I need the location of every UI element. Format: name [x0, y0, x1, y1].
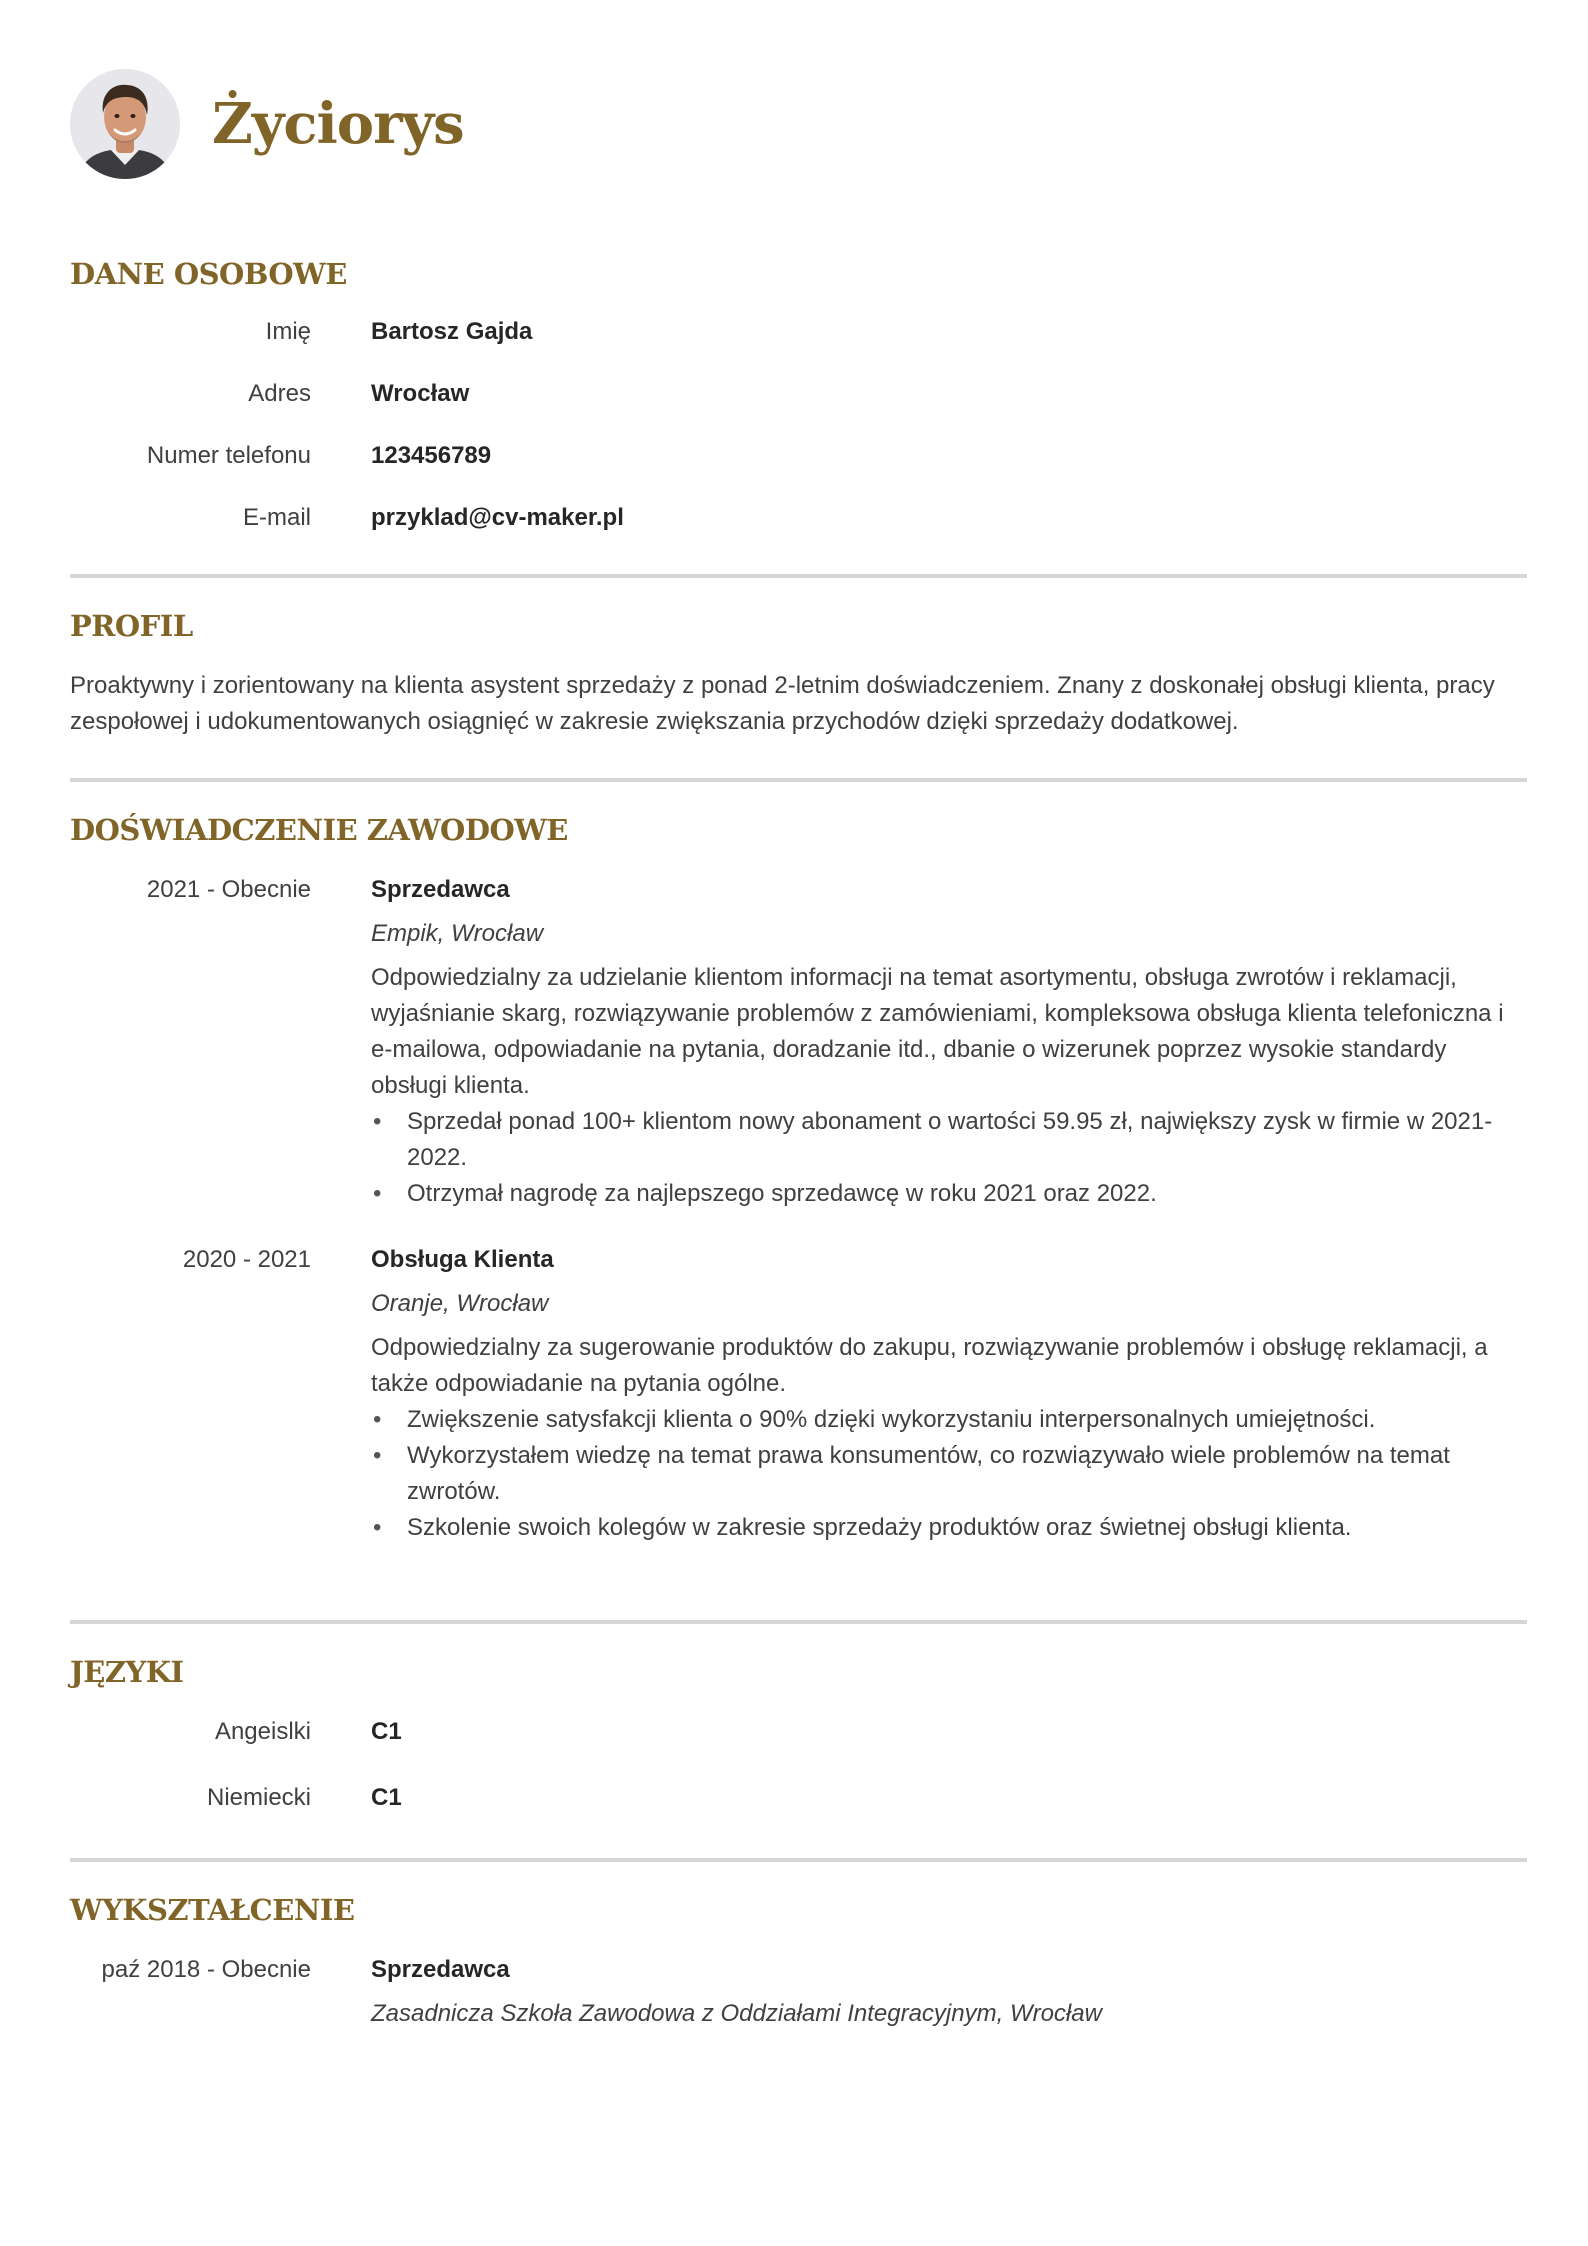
language-row: [70, 1714, 1527, 1750]
list-item: • Sprzedał ponad 100+ klientom nowy abonament o wartości 59.95 zł, największy zysk w firmie w 2021-2022.: [371, 1104, 1527, 1176]
education-school: Zasadnicza Szkoła Zawodowa z Oddziałami Integracyjnym, Wrocław: [371, 2000, 1102, 2027]
personal-fields: [70, 314, 1527, 536]
section-title-personal: DANE OSOBOWE: [70, 257, 347, 291]
portrait-photo: [70, 69, 180, 179]
language-row: [70, 1780, 1527, 1816]
job-company: Empik, Wrocław: [371, 920, 544, 947]
field-label: Adres: [248, 380, 311, 407]
job-achievements: [371, 1104, 1527, 1212]
job-period: 2020 - 2021: [182, 1246, 311, 1273]
job-description: Odpowiedzialny za udzielanie klientom informacji na temat asortymentu, obsługa zwrotów i reklamacji, wyjaśnianie skarg, rozwiązywanie problemów z zamówieniami, kompleksowa obsługa klienta telefoniczna i e-mailowa, odpowiadanie na pytania, doradzanie itd., dbanie o wizerunek poprzez wysokie standardy obsługi klienta.: [371, 964, 1504, 1099]
profile-section: [70, 606, 1527, 740]
job-title: Sprzedawca: [371, 876, 510, 903]
job-content: [371, 1242, 1527, 1546]
section-divider: [70, 778, 1527, 782]
language-level: C1: [371, 1784, 402, 1811]
avatar: [70, 69, 180, 179]
job-achievements: [371, 1402, 1527, 1546]
field-value: 123456789: [371, 442, 492, 469]
field-row-address: [70, 376, 1527, 412]
section-title-education: WYKSZTAŁCENIE: [70, 1893, 355, 1927]
page-title: Życiorys: [212, 91, 464, 157]
section-divider: [70, 1858, 1527, 1862]
field-value[interactable]: przyklad@cv-maker.pl: [371, 504, 624, 531]
job-period: 2021 - Obecnie: [146, 876, 311, 903]
field-row-name: [70, 314, 1527, 350]
job-content: [371, 872, 1527, 1212]
job-company: Oranje, Wrocław: [371, 1290, 549, 1317]
language-name: Angeislki: [214, 1718, 311, 1745]
field-label: E-mail: [242, 504, 311, 531]
field-value: Wrocław: [371, 380, 470, 407]
list-item: • Wykorzystałem wiedzę na temat prawa konsumentów, co rozwiązywało wiele problemów na temat zwrotów.: [371, 1438, 1527, 1510]
personal-section: [70, 254, 1527, 536]
job-entry: [70, 872, 1527, 1212]
resume-page: [70, 68, 1527, 2032]
language-name: Niemiecki: [206, 1784, 311, 1811]
field-label: Numer telefonu: [146, 442, 311, 469]
section-title-languages: JĘZYKI: [70, 1655, 184, 1689]
list-item: • Zwiększenie satysfakcji klienta o 90% dzięki wykorzystaniu interpersonalnych umiejętności.: [371, 1402, 1527, 1438]
job-entry: [70, 1242, 1527, 1546]
education-title: Sprzedawca: [371, 1956, 510, 1983]
language-level: C1: [371, 1718, 402, 1745]
field-label: Imię: [265, 318, 311, 345]
job-description: Odpowiedzialny za sugerowanie produktów do zakupu, rozwiązywanie problemów i obsługę reklamacji, a także odpowiadanie na pytania ogólne.: [371, 1334, 1488, 1397]
experience-section: [70, 810, 1527, 1546]
education-period: paź 2018 - Obecnie: [101, 1956, 311, 1983]
list-item: • Szkolenie swoich kolegów w zakresie sprzedaży produktów oraz świetnej obsługi klienta.: [371, 1510, 1527, 1546]
education-entry: [70, 1952, 1527, 2032]
field-row-email: [70, 500, 1527, 536]
resume-header: [70, 68, 1527, 180]
section-divider: [70, 574, 1527, 578]
section-divider: [70, 1620, 1527, 1624]
field-row-phone: [70, 438, 1527, 474]
field-value: Bartosz Gajda: [371, 318, 533, 345]
section-title-experience: DOŚWIADCZENIE ZAWODOWE: [70, 813, 568, 847]
education-section: [70, 1890, 1527, 2032]
languages-section: [70, 1652, 1527, 1816]
list-item: • Otrzymał nagrodę za najlepszego sprzedawcę w roku 2021 oraz 2022.: [371, 1176, 1527, 1212]
section-title-profile: PROFIL: [70, 609, 193, 643]
job-title: Obsługa Klienta: [371, 1246, 554, 1273]
education-content: [371, 1952, 1527, 2032]
profile-text: Proaktywny i zorientowany na klienta asystent sprzedaży z ponad 2-letnim doświadczeniem. Znany z doskonałej obsługi klienta, pracy zespołowej i udokumentowanych osiągnięć w zakresie zwiększania przychodów dzięki sprzedaży dodatkowej.: [70, 672, 1495, 735]
